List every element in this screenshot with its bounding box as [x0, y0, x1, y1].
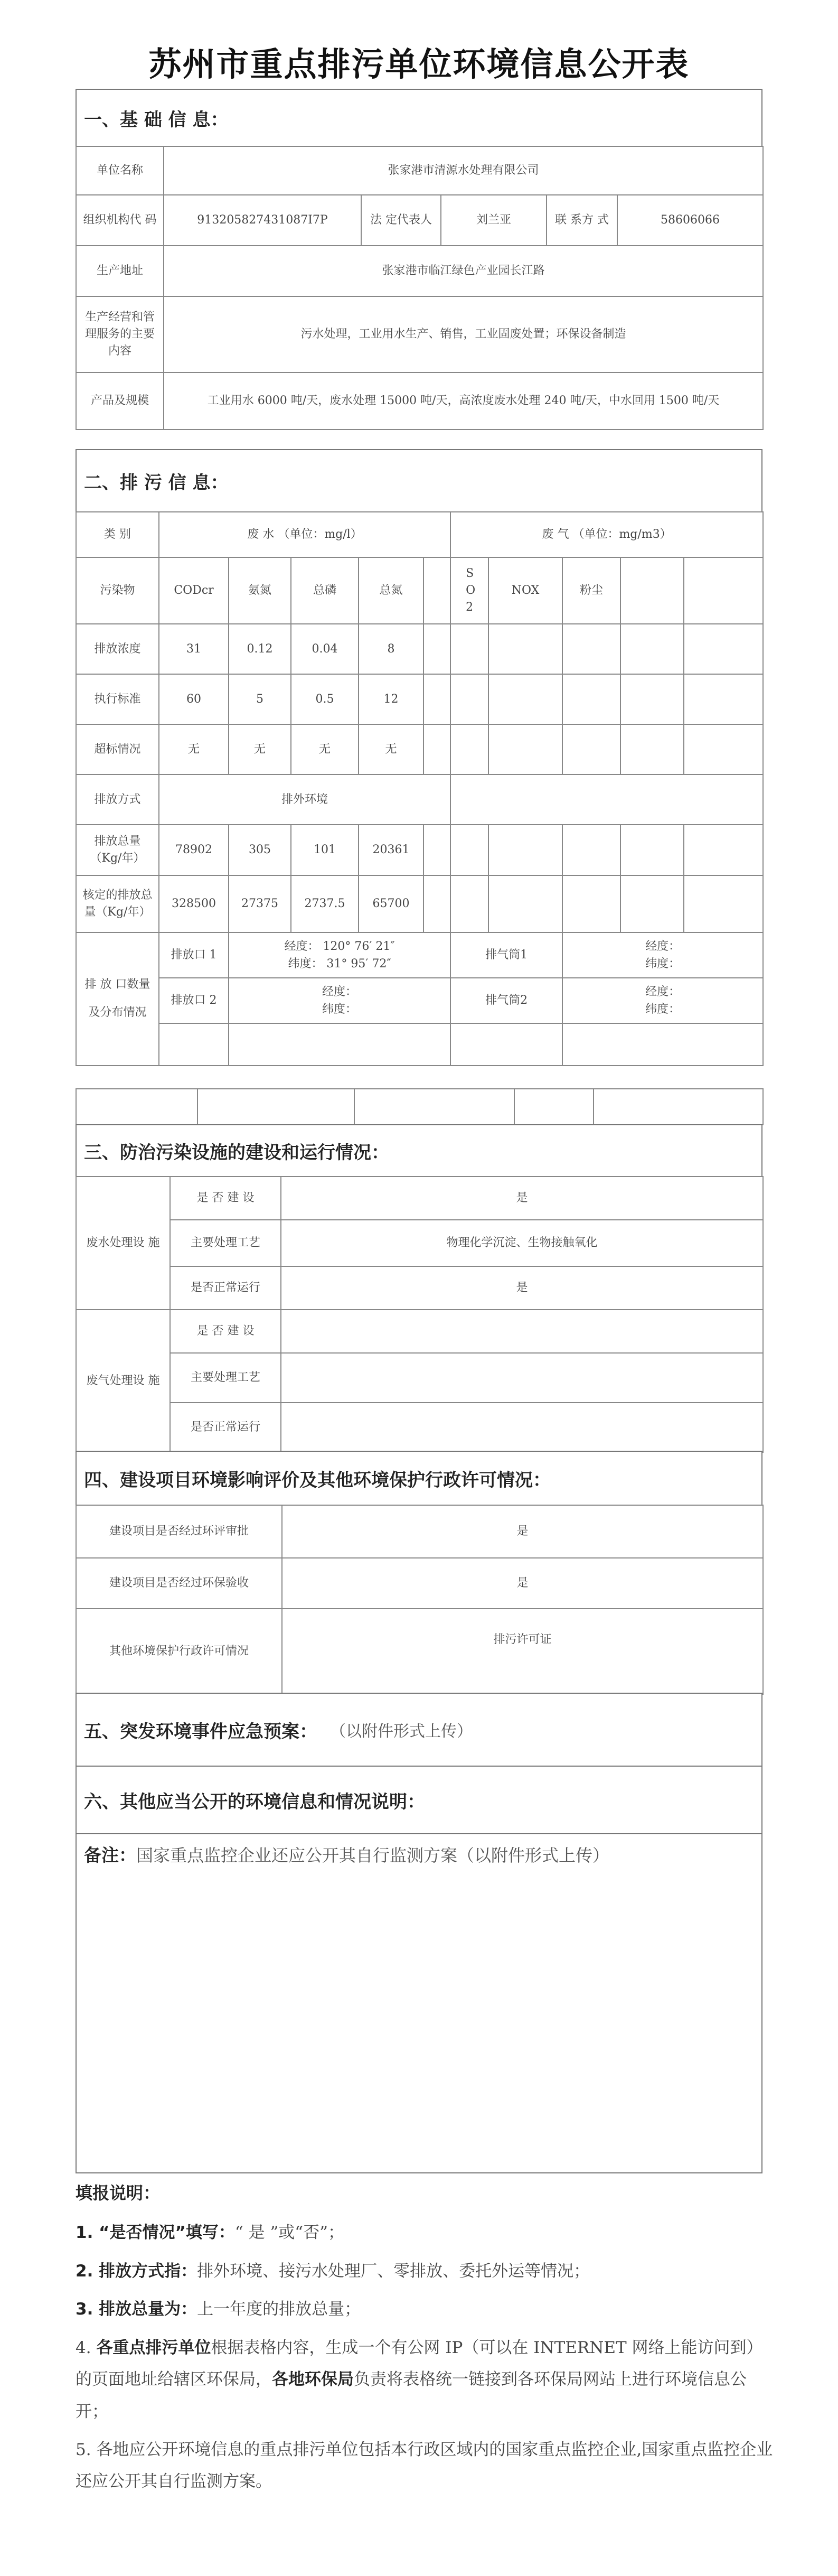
table-cell — [620, 624, 684, 674]
section5-note: （以附件形式上传） — [330, 1722, 473, 1741]
table-cell — [514, 1089, 594, 1125]
outlet1-coords — [229, 932, 450, 978]
table-cell — [450, 825, 488, 875]
legal-rep-label: 法 定代表人 — [361, 195, 441, 246]
gas-built-label: 是 否 建 设 — [170, 1310, 281, 1353]
table-cell: 无 — [359, 724, 423, 774]
table-cell — [684, 674, 763, 724]
table-cell — [450, 624, 488, 674]
concentration-label: 排放浓度 — [76, 624, 159, 674]
section3-heading: 三、防治污染设施的建设和运行情况： — [76, 1124, 762, 1177]
table-cell — [423, 825, 450, 875]
outlet2-lng: 经度： — [322, 985, 357, 998]
outlet2-name: 排放口 2 — [159, 978, 229, 1023]
instruction-4-key2: 各地环保局 — [272, 2370, 354, 2390]
water-facility-label: 废水处理设 施 — [76, 1177, 170, 1310]
table-cell — [620, 875, 684, 932]
gas-pollutant: SO2 — [450, 557, 488, 624]
water-header: 废 水 （单位：mg/l） — [159, 512, 450, 557]
contact-label: 联 系方 式 — [547, 195, 617, 246]
unit-name-value: 张家港市清源水处理有限公司 — [164, 146, 763, 195]
gas-pollutant — [620, 557, 684, 624]
instruction-2 — [76, 2255, 778, 2287]
outlet1-name: 排放口 1 — [159, 932, 229, 978]
unit-name-label: 单位名称 — [76, 146, 164, 195]
table-cell — [562, 1023, 763, 1066]
table-cell — [562, 875, 620, 932]
water-pollutant: CODcr — [159, 557, 229, 624]
method-water-value: 排外环境 — [159, 774, 450, 825]
instruction-5: 5. 各地应公开环境信息的重点排污单位包括本行政区域内的国家重点监控企业,国家重点监控企业还应公开其自行监测方案。 — [76, 2440, 773, 2491]
gas-facility-label: 废气处理设 施 — [76, 1310, 170, 1452]
gas-running-value — [281, 1403, 763, 1452]
water-running-value: 是 — [281, 1266, 763, 1310]
business-value: 污水处理，工业用水生产、销售，工业固废处置；环保设备制造 — [164, 296, 763, 372]
instruction-1-key: 1. “是否情况”填写： — [76, 2223, 235, 2243]
section1-heading: 一、基 础 信 息： — [76, 89, 762, 147]
table-cell — [620, 724, 684, 774]
table-cell: 8 — [359, 624, 423, 674]
gas-header: 废 气 （单位：mg/m3） — [450, 512, 763, 557]
table-cell: 2737.5 — [291, 875, 359, 932]
table-cell — [197, 1089, 354, 1125]
instruction-3-text: 上一年度的排放总量； — [197, 2300, 361, 2319]
permit-label: 其他环境保护行政许可情况 — [76, 1609, 282, 1694]
table-cell — [450, 724, 488, 774]
water-pollutant: 总磷 — [291, 557, 359, 624]
table-cell: 328500 — [159, 875, 229, 932]
spacer-table — [76, 1088, 764, 1125]
table-cell — [620, 825, 684, 875]
contact-value: 58606066 — [617, 195, 763, 246]
water-process-value: 物理化学沉淀、生物接触氧化 — [281, 1220, 763, 1266]
gas-running-label: 是否正常运行 — [170, 1403, 281, 1452]
total-label: 排放总量（Kg/年） — [76, 825, 159, 875]
water-running-label: 是否正常运行 — [170, 1266, 281, 1310]
gas-pollutant — [684, 557, 763, 624]
table-cell: 20361 — [359, 825, 423, 875]
eia-label: 建设项目是否经过环评审批 — [76, 1505, 282, 1558]
table-cell — [562, 724, 620, 774]
instructions-heading: 填报说明： — [76, 2183, 161, 2203]
instruction-4-num: 4. — [76, 2338, 97, 2357]
permit-value: 排污许可证 — [282, 1609, 763, 1694]
table-cell: 无 — [229, 724, 291, 774]
outlet2-lat: 纬度： — [322, 1003, 357, 1016]
instruction-4-text2: 负责将表格统一链接到各环保局网站上进行环境信息公开； — [76, 2370, 747, 2421]
stack2-lat: 纬度： — [645, 1003, 681, 1016]
stack1-name: 排气筒1 — [450, 932, 562, 978]
table-cell — [488, 875, 562, 932]
instruction-2-text: 排外环境、接污水处理厂、零排放、委托外运等情况； — [197, 2261, 590, 2281]
table-cell: 无 — [291, 724, 359, 774]
table-cell: 65700 — [359, 875, 423, 932]
method-gas-value — [450, 774, 763, 825]
pollutant-label: 污染物 — [76, 557, 159, 624]
facilities-table — [76, 1176, 764, 1453]
water-pollutant: 氨氮 — [229, 557, 291, 624]
gas-pollutant: 粉尘 — [562, 557, 620, 624]
instruction-2-key: 2. 排放方式指： — [76, 2261, 197, 2281]
org-code-label: 组织机构代 码 — [76, 195, 164, 246]
stack1-coords — [562, 932, 763, 978]
stack2-coords — [562, 978, 763, 1023]
water-pollutant — [423, 557, 450, 624]
table-cell: 78902 — [159, 825, 229, 875]
table-cell — [562, 674, 620, 724]
table-cell — [684, 724, 763, 774]
water-built-label: 是 否 建 设 — [170, 1177, 281, 1220]
section6-heading: 六、其他应当公开的环境信息和情况说明： — [76, 1766, 762, 1834]
table-cell — [159, 1023, 229, 1066]
gas-built-value — [281, 1310, 763, 1353]
table-cell — [594, 1089, 763, 1125]
basic-info-table — [76, 146, 764, 430]
table-cell: 12 — [359, 674, 423, 724]
table-cell: 101 — [291, 825, 359, 875]
section4-heading: 四、建设项目环境影响评价及其他环境保护行政许可情况： — [76, 1451, 762, 1506]
instruction-3 — [76, 2293, 778, 2325]
table-cell: 0.04 — [291, 624, 359, 674]
table-cell: 0.5 — [291, 674, 359, 724]
table-cell — [488, 624, 562, 674]
standard-label: 执行标准 — [76, 674, 159, 724]
water-built-value: 是 — [281, 1177, 763, 1220]
stack1-lat: 纬度： — [645, 957, 681, 970]
permit-table — [76, 1505, 764, 1695]
outlet-label: 排 放 口数量及分布情况 — [76, 932, 159, 1066]
exceed-label: 超标情况 — [76, 724, 159, 774]
instruction-3-key: 3. 排放总量为： — [76, 2300, 197, 2319]
table-cell — [423, 624, 450, 674]
table-cell: 60 — [159, 674, 229, 724]
table-cell — [488, 724, 562, 774]
stack2-name: 排气筒2 — [450, 978, 562, 1023]
gas-process-value — [281, 1353, 763, 1403]
table-cell — [423, 724, 450, 774]
table-cell — [562, 624, 620, 674]
table-cell — [76, 1089, 197, 1125]
org-code-value: 913205827431087I7P — [164, 195, 361, 246]
stack1-lng: 经度： — [645, 940, 681, 953]
emission-table — [76, 511, 764, 1066]
category-label: 类 别 — [76, 512, 159, 557]
product-label: 产品及规模 — [76, 372, 164, 430]
water-pollutant: 总氮 — [359, 557, 423, 624]
acceptance-value: 是 — [282, 1558, 763, 1609]
table-cell — [562, 825, 620, 875]
table-cell: 305 — [229, 825, 291, 875]
business-label: 生产经营和管理服务的主要内容 — [76, 296, 164, 372]
address-value: 张家港市临江绿色产业园长江路 — [164, 246, 763, 296]
instruction-1-text: “ 是 ”或“否”； — [234, 2223, 344, 2243]
table-cell — [450, 875, 488, 932]
table-cell — [684, 624, 763, 674]
outlet1-lng: 经度： 120° 76′ 21″ — [284, 940, 395, 953]
instruction-1 — [76, 2217, 778, 2248]
approved-label: 核定的排放总量（Kg/年） — [76, 875, 159, 932]
table-cell — [229, 1023, 450, 1066]
remark-label: 备注： — [84, 1845, 136, 1865]
table-cell — [450, 674, 488, 724]
product-value: 工业用水 6000 吨/天，废水处理 15000 吨/天，高浓度废水处理 240 吨/天，中水回用 1500 吨/天 — [164, 372, 763, 430]
outlet1-lat: 纬度： 31° 95′ 72″ — [288, 957, 391, 970]
gas-pollutant: NOX — [488, 557, 562, 624]
instruction-4-key1: 各重点排污单位 — [96, 2338, 211, 2357]
instruction-4-text1: 根据表格内容，生成一个有公网 IP（可以在 INTERNET 网络上能访问到）的页面地址给辖区环保局， — [76, 2338, 763, 2390]
method-label: 排放方式 — [76, 774, 159, 825]
table-cell — [354, 1089, 514, 1125]
eia-value: 是 — [282, 1505, 763, 1558]
instruction-4 — [76, 2332, 778, 2428]
table-cell — [488, 674, 562, 724]
acceptance-label: 建设项目是否经过环保验收 — [76, 1558, 282, 1609]
gas-process-label: 主要处理工艺 — [170, 1353, 281, 1403]
section5-heading: 五、突发环境事件应急预案： — [84, 1721, 317, 1742]
water-process-label: 主要处理工艺 — [170, 1220, 281, 1266]
section2-heading: 二、排 污 信 息： — [76, 449, 762, 512]
legal-rep-value: 刘兰亚 — [441, 195, 547, 246]
table-cell — [684, 875, 763, 932]
table-cell — [423, 674, 450, 724]
page-title: 苏州市重点排污单位环境信息公开表 — [148, 45, 690, 83]
outlet2-coords — [229, 978, 450, 1023]
table-cell — [450, 1023, 562, 1066]
table-cell: 27375 — [229, 875, 291, 932]
remark-text: 国家重点监控企业还应公开其自行监测方案（以附件形式上传） — [136, 1845, 610, 1865]
table-cell: 0.12 — [229, 624, 291, 674]
stack2-lng: 经度： — [645, 985, 681, 998]
table-cell — [684, 825, 763, 875]
table-cell: 无 — [159, 724, 229, 774]
table-cell: 31 — [159, 624, 229, 674]
address-label: 生产地址 — [76, 246, 164, 296]
table-cell: 5 — [229, 674, 291, 724]
table-cell — [620, 674, 684, 724]
table-cell — [423, 875, 450, 932]
section5-box — [76, 1693, 762, 1767]
table-cell — [488, 825, 562, 875]
remark-box — [76, 1833, 762, 2173]
instructions — [76, 2177, 778, 2498]
